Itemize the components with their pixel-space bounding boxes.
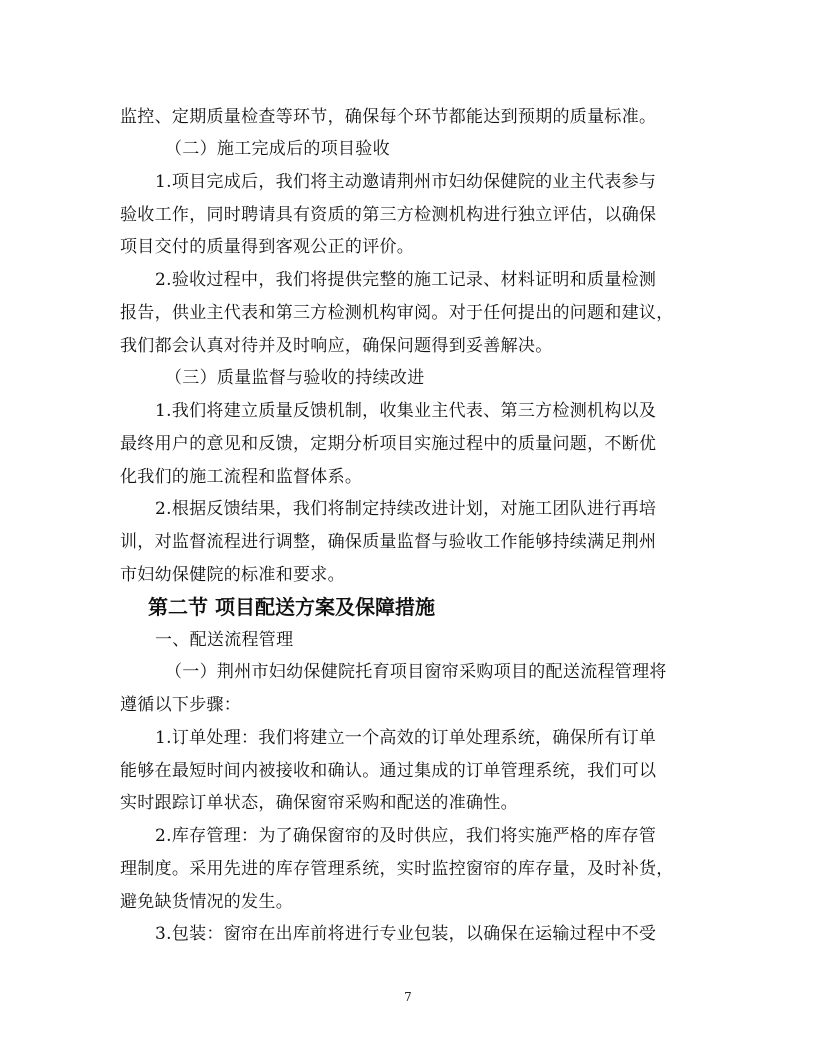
text-line: 遵循以下步骤： <box>120 695 242 715</box>
text-line: 训，对监督流程进行调整，确保质量监督与验收工作能够持续满足荆州 <box>120 532 657 552</box>
text-line: 实时跟踪订单状态，确保窗帘采购和配送的准确性。 <box>120 793 518 813</box>
text-line: （一）荆州市妇幼保健院托育项目窗帘采购项目的配送流程管理将 <box>165 662 667 682</box>
text-line: 2.验收过程中，我们将提供完整的施工记录、材料证明和质量检测 <box>155 270 657 290</box>
page-number: 7 <box>404 990 412 1004</box>
text-line: 验收工作，同时聘请具有资质的第三方检测机构进行独立评估，以确保 <box>120 205 657 225</box>
section-heading: 第二节 项目配送方案及保障措施 <box>148 595 435 619</box>
subsection-heading: （三）质量监督与验收的持续改进 <box>165 368 425 388</box>
text-line: 能够在最短时间内被接收和确认。通过集成的订单管理系统，我们可以 <box>120 761 657 781</box>
subsection-heading: （二）施工完成后的项目验收 <box>165 139 390 159</box>
text-line: 3.包装：窗帘在出库前将进行专业包装，以确保在运输过程中不受 <box>155 924 657 944</box>
text-line: 市妇幼保健院的标准和要求。 <box>120 565 345 585</box>
subsection-heading: 一、配送流程管理 <box>155 630 294 650</box>
text-line: 理制度。采用先进的库存管理系统，实时监控窗帘的库存量，及时补货， <box>120 859 674 879</box>
text-line: 1.项目完成后，我们将主动邀请荆州市妇幼保健院的业主代表参与 <box>155 172 657 192</box>
text-line: 1.我们将建立质量反馈机制，收集业主代表、第三方检测机构以及 <box>155 401 657 421</box>
text-line: 2.根据反馈结果，我们将制定持续改进计划，对施工团队进行再培 <box>155 499 657 519</box>
text-line: 报告，供业主代表和第三方检测机构审阅。对于任何提出的问题和建议， <box>120 303 674 323</box>
text-line: 避免缺货情况的发生。 <box>120 892 293 912</box>
text-line: 我们都会认真对待并及时响应，确保问题得到妥善解决。 <box>120 336 553 356</box>
text-line: 监控、定期质量检查等环节，确保每个环节都能达到预期的质量标准。 <box>120 107 657 127</box>
text-line: 1.订单处理：我们将建立一个高效的订单处理系统，确保所有订单 <box>155 728 657 748</box>
text-line: 最终用户的意见和反馈，定期分析项目实施过程中的质量问题，不断优 <box>120 434 657 454</box>
text-line: 项目交付的质量得到客观公正的评价。 <box>120 237 415 257</box>
text-line: 2.库存管理：为了确保窗帘的及时供应，我们将实施严格的库存管 <box>155 826 657 846</box>
text-line: 化我们的施工流程和监督体系。 <box>120 467 363 487</box>
